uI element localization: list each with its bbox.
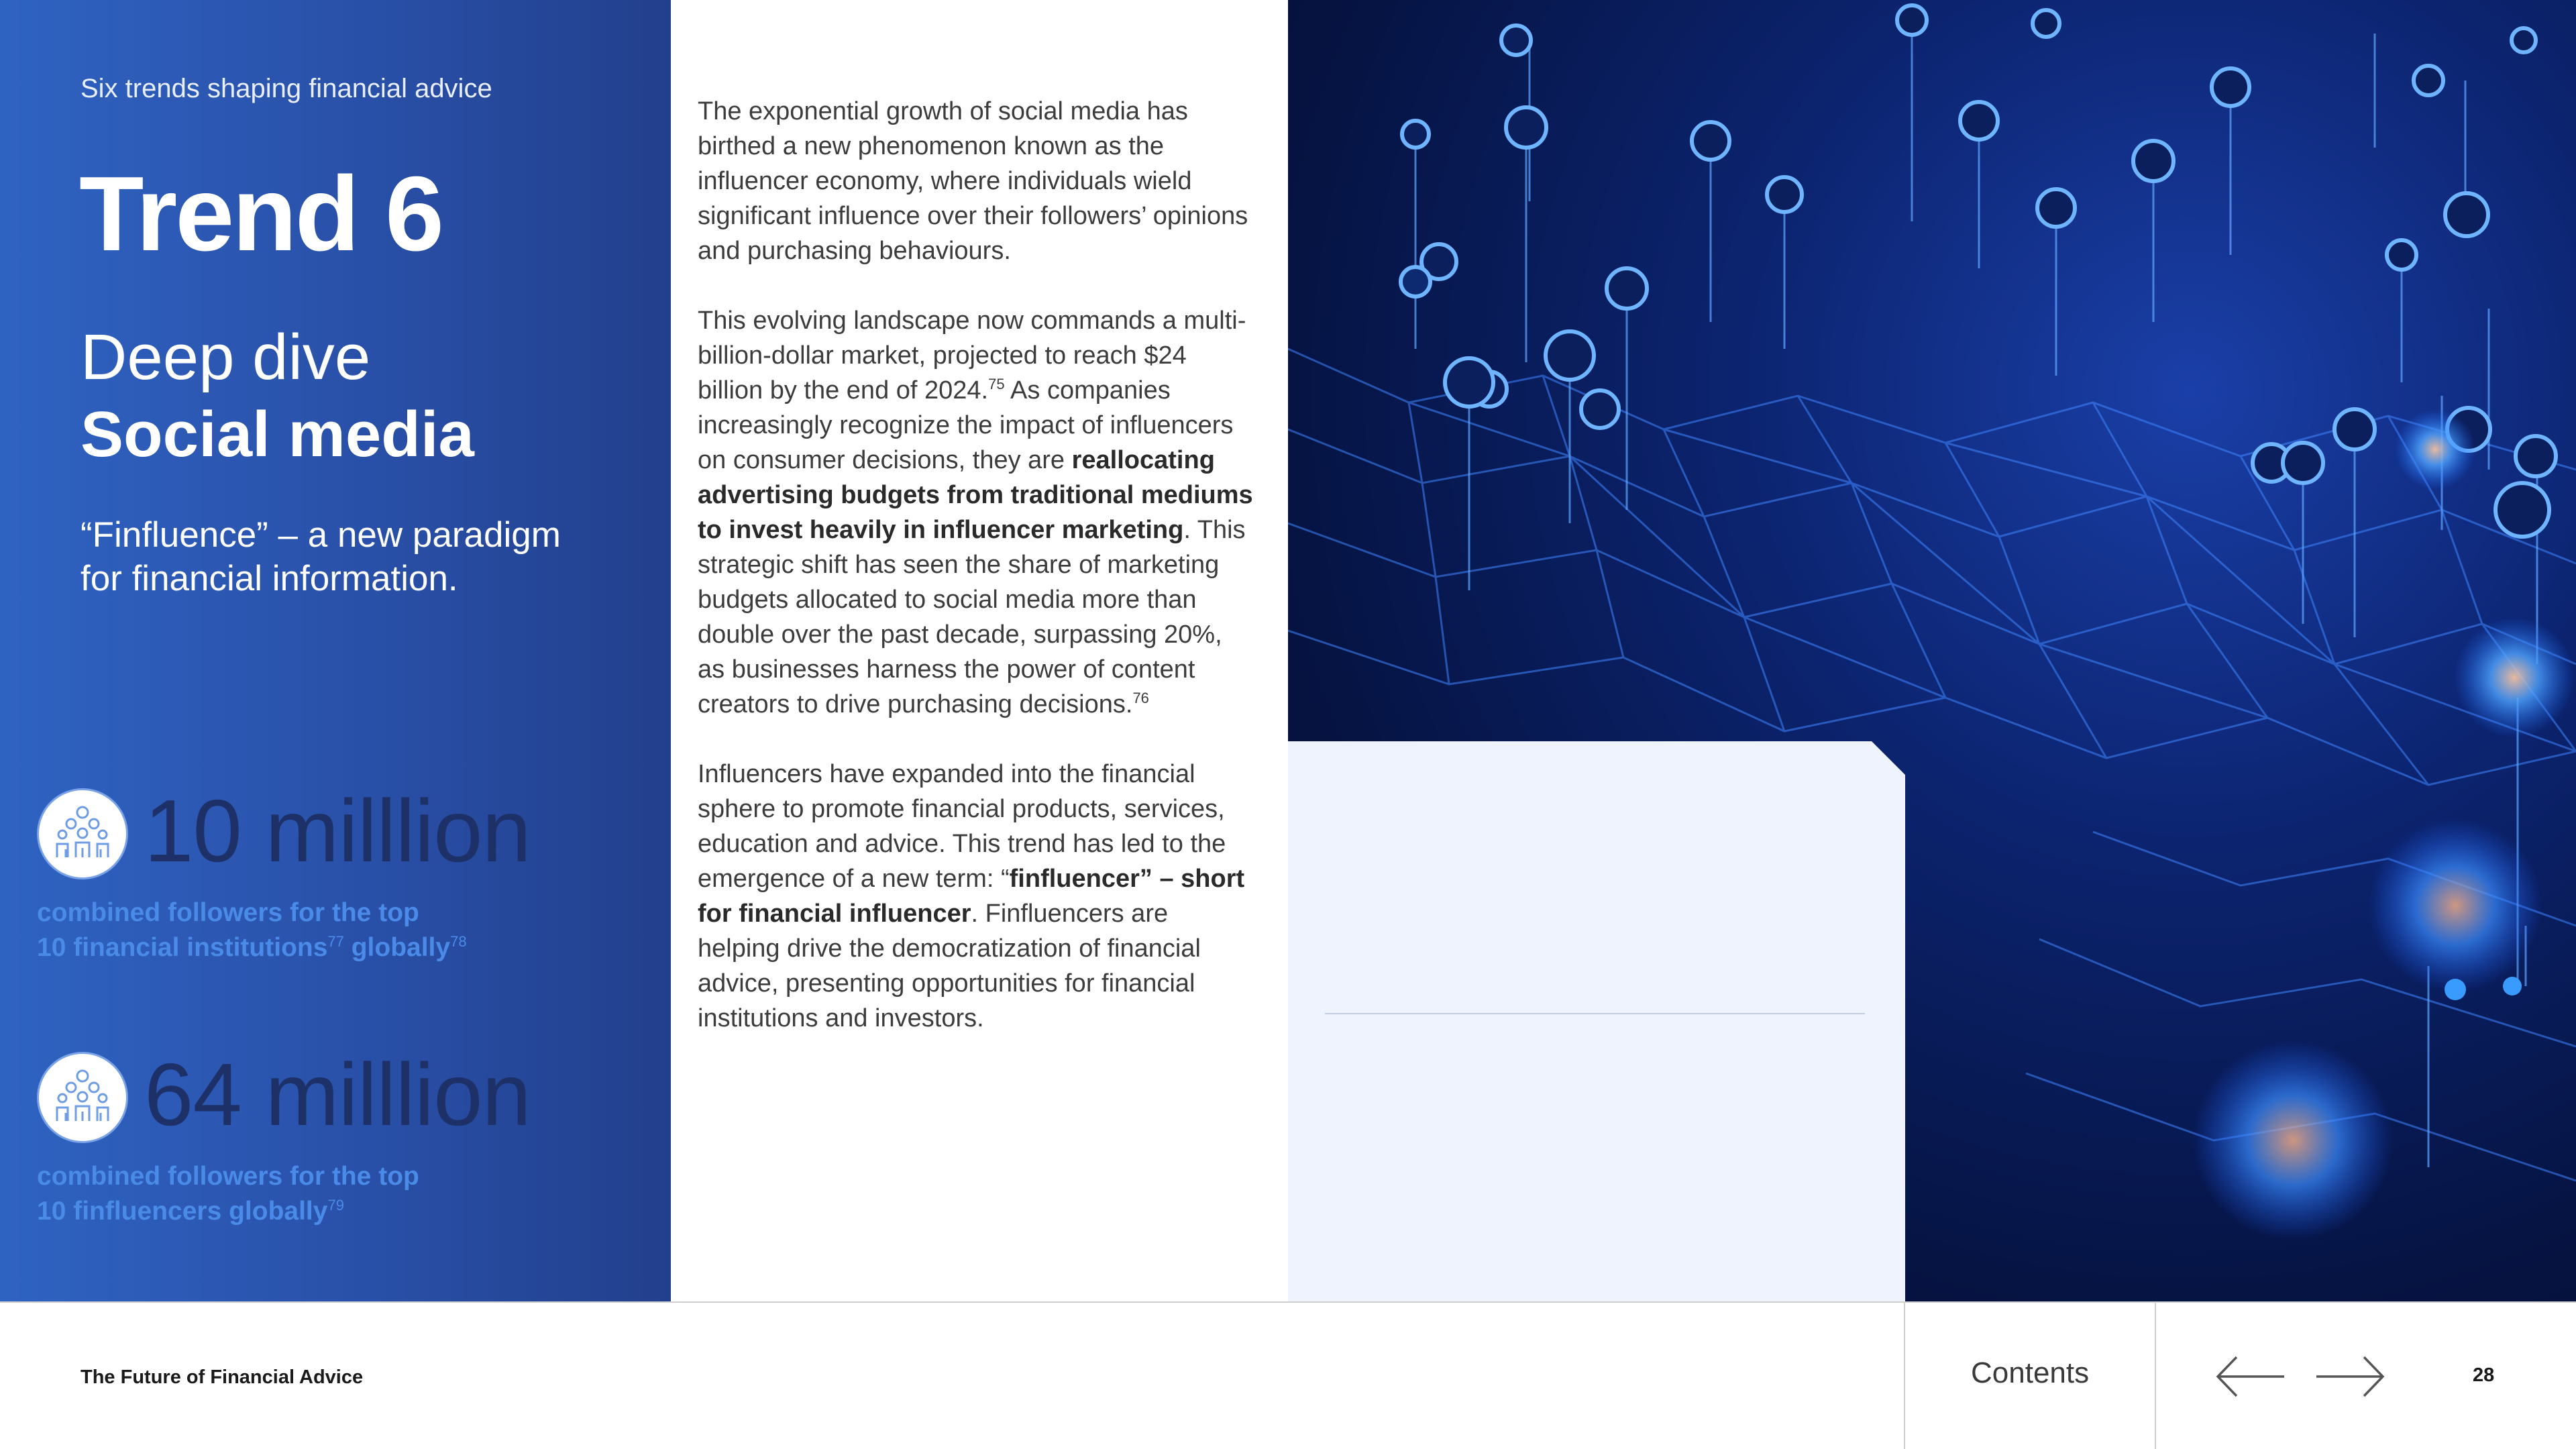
stat-description-text-a: 10 finfluencers globally [37,1197,328,1226]
deep-dive-label: Deep dive [80,321,371,393]
previous-page-button[interactable] [2214,1353,2288,1403]
footnote-ref[interactable]: 78 [450,933,467,950]
stats-box [1288,741,1905,1301]
page-number: 28 [2473,1364,2495,1386]
footer-divider [2155,1303,2156,1449]
people-group-icon [37,1052,128,1143]
topic-title: Social media [80,398,474,470]
paragraph-3-text-a: Influencers have expanded into the financial sphere to promote financial products, services, education and advice. This trend has led to the emergence of a new term: “ [698,760,1226,893]
arrow-right-icon [2313,1353,2387,1400]
next-page-button[interactable] [2313,1353,2387,1403]
footer-divider [1904,1303,1905,1449]
paragraph-2-emphasis: reallocating advertising budgets from traditional mediums to invest heavily in influencer marketing [698,446,1253,544]
paragraph-2-text-c: . This strategic shift has seen the share of marketing budgets allocated to social media more than double over the past decade, surpassing 20%, as businesses harness the power of content creators to drive purchasing decisions. [698,516,1246,718]
stat-value: 10 milllion [144,782,531,880]
paragraph-1 [698,94,1254,268]
footnote-ref[interactable]: 75 [988,376,1005,392]
contents-link[interactable]: Contents [1971,1356,2090,1389]
stat-description-line-1: combined followers for the top [37,1162,419,1191]
paragraph-2-text-a: This evolving landscape now commands a multi-billion-dollar market, projected to reach $24 billion by the end of 2024. [698,307,1246,405]
stat-description [37,896,587,965]
stat-description [37,1159,587,1229]
trend-title: Trend 6 [79,155,442,273]
body-text [698,94,1254,1071]
section-label: Six trends shaping financial advice [80,74,492,103]
paragraph-3 [698,757,1254,1036]
report-title: The Future of Financial Advice [80,1366,364,1388]
arrow-left-icon [2214,1353,2288,1400]
paragraph-3-text-b: . Finfluencers are helping drive the democratization of financial advice, presenting opportunities for financial institutions and investors. [698,900,1201,1032]
paragraph-1-text: The exponential growth of social media has birthed a new phenomenon known as the influencer economy, where individuals wield significant influence over their followers’ opinions and purchasing behaviours. [698,97,1248,265]
footnote-ref[interactable]: 79 [327,1197,344,1214]
stat-description-line-1: combined followers for the top [37,898,419,927]
people-group-icon [37,788,128,879]
footer [0,1301,2576,1449]
paragraph-3-emphasis: finfluencer” – short for financial influencer [698,865,1245,928]
stats-divider [1325,1013,1865,1014]
stat-description-line-2 [37,1194,587,1229]
paragraph-2 [698,303,1254,722]
footnote-ref[interactable]: 76 [1132,690,1149,706]
stat-description-text-a: 10 financial institutions [37,933,328,962]
subtitle: “Finfluence” – a new paradigm for financial information. [80,515,561,599]
stat-description-line-2 [37,930,587,965]
stat-value: 64 milllion [144,1045,531,1144]
footnote-ref[interactable]: 77 [327,933,344,950]
paragraph-2-text-b: As companies increasingly recognize the impact of influencers on consumer decisions, they are [698,376,1234,474]
stat-description-text-b: globally [343,933,451,962]
